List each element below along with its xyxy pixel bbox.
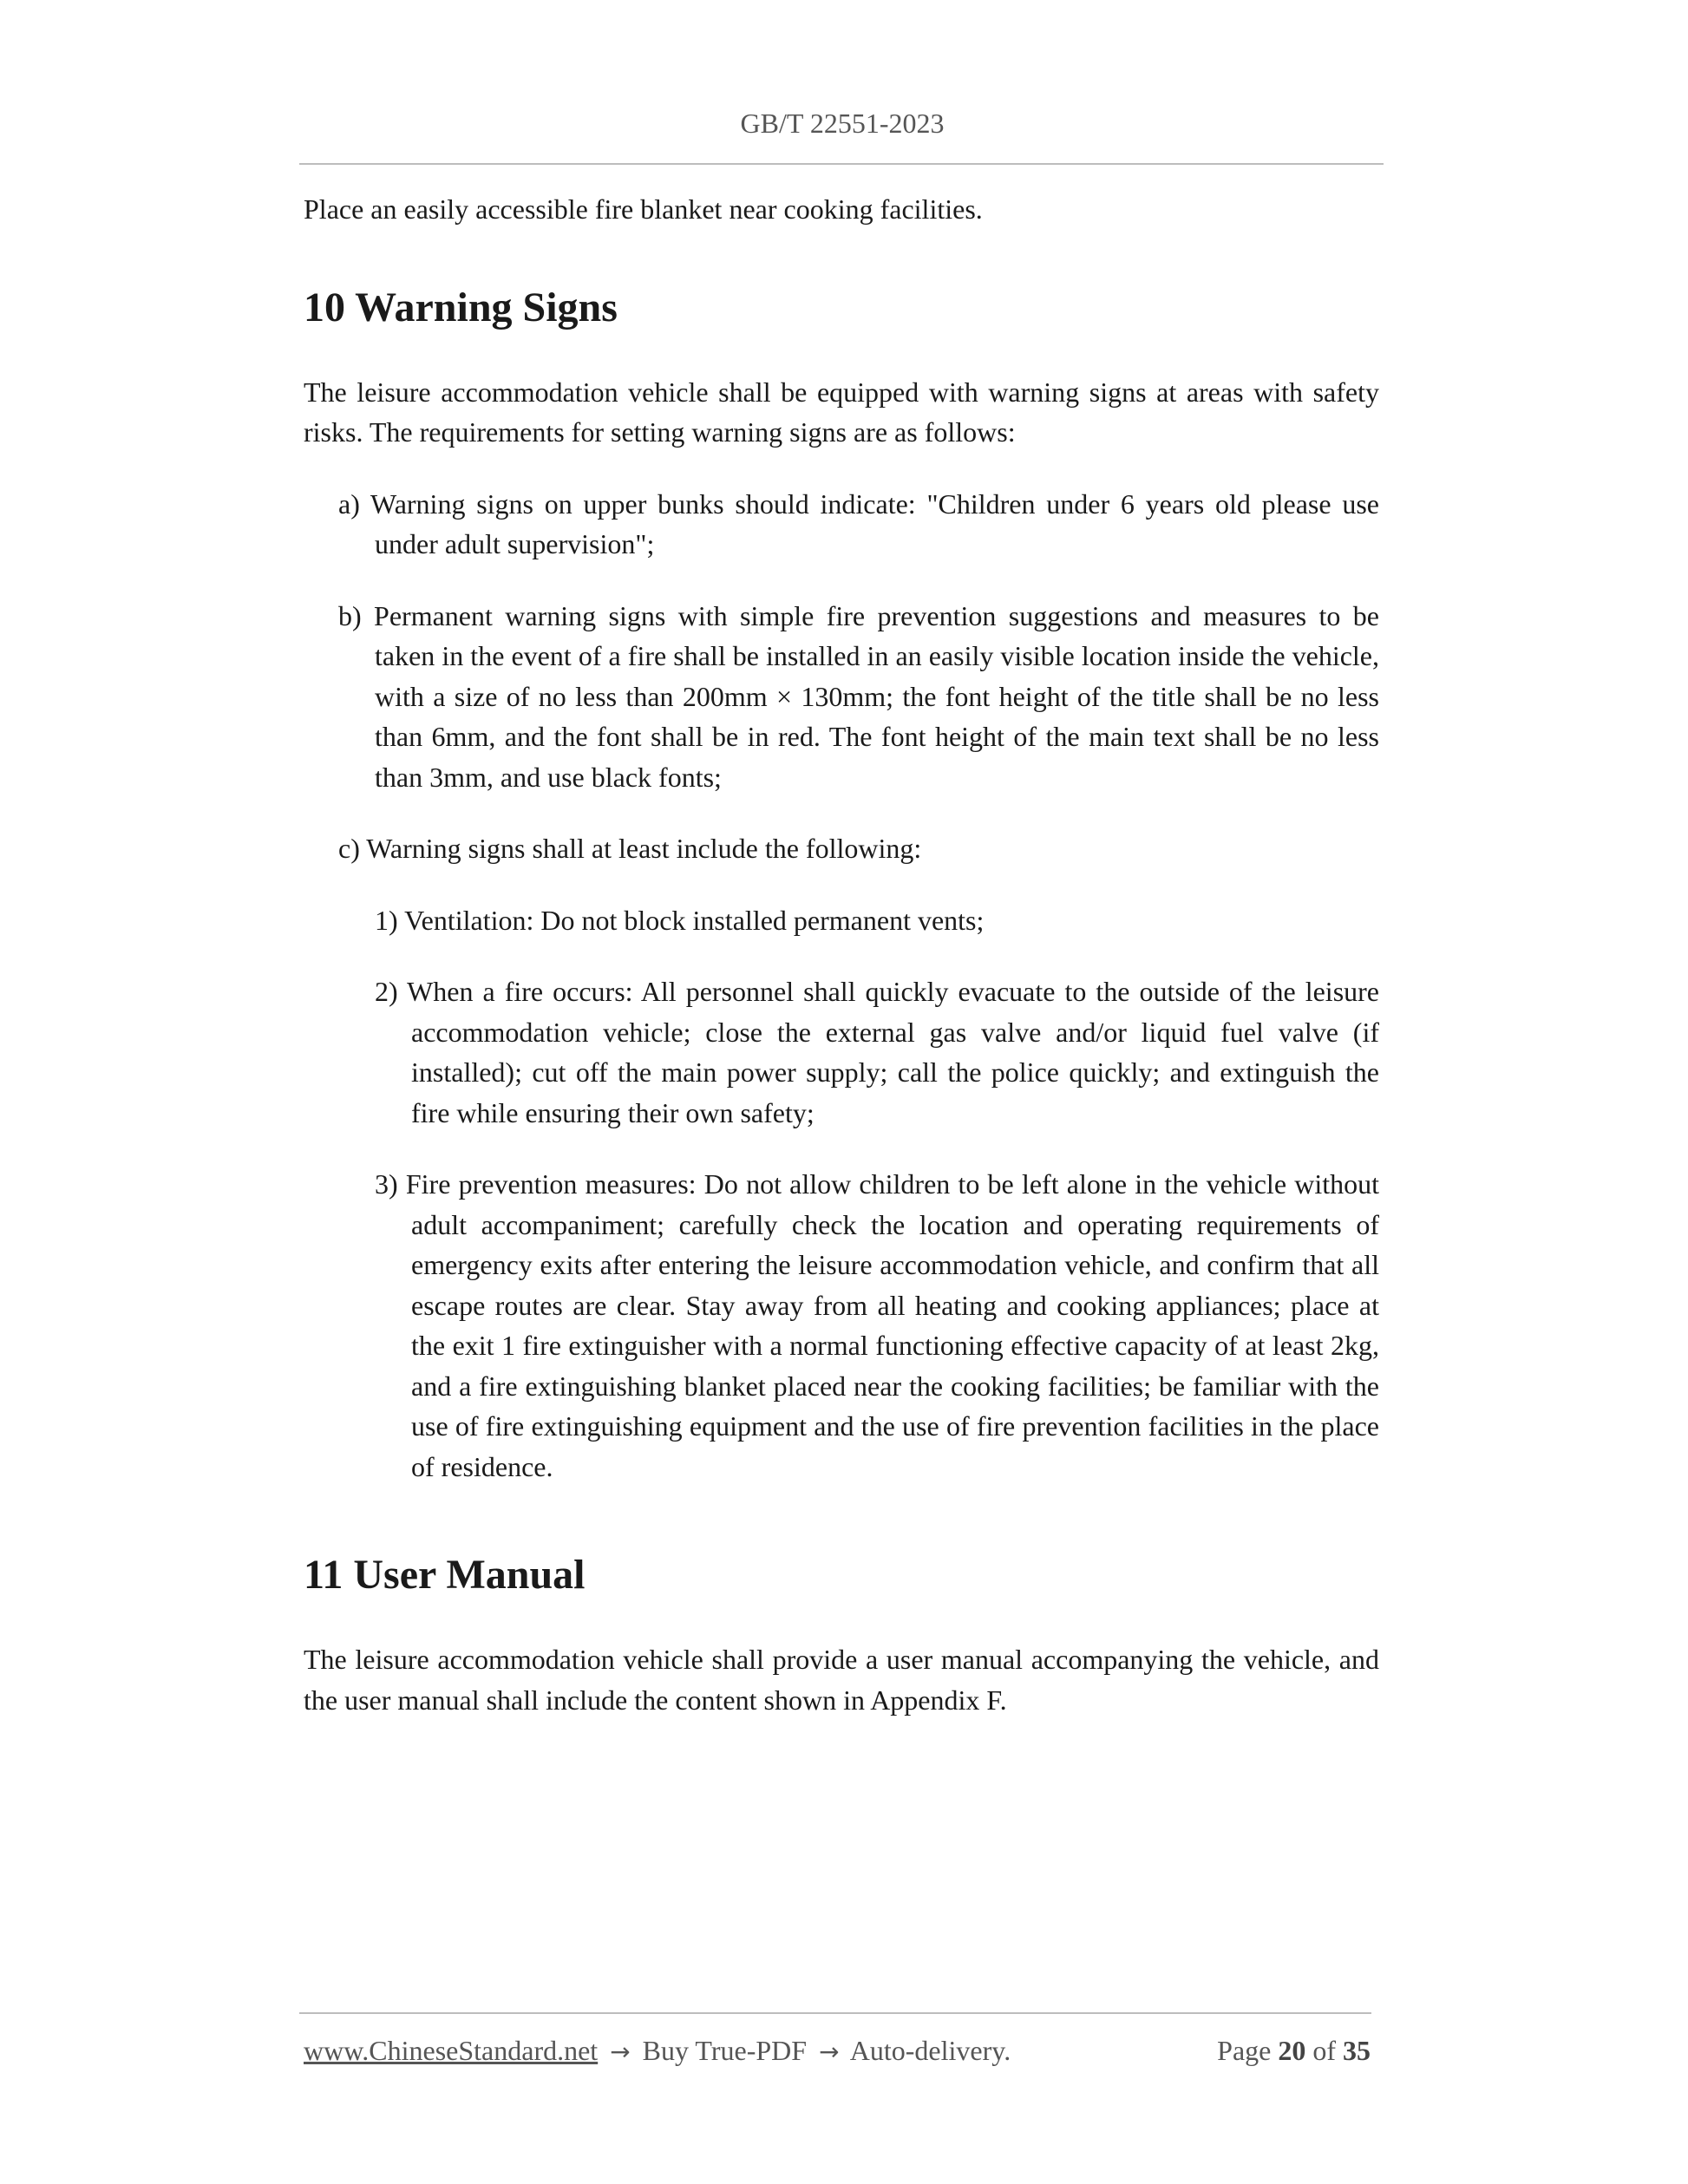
page-content <box>304 180 1379 1720</box>
section-11-heading: 11 User Manual <box>304 1552 586 1598</box>
page-total: 35 <box>1343 2035 1371 2066</box>
sub-item-3: 3) Fire prevention measures: Do not allow children to be left alone in the vehicle without adult accompaniment; carefully check the location and operating requirements of emergency exits after entering the leisure accommodation vehicle, and confirm that all escape routes are clear. Stay away from all heating and cooking appliances; place at the exit 1 fire extinguisher with a normal functioning effective capacity of at least 2kg, and a fire extinguishing blanket placed near the cooking facilities; be familiar with the use of fire extinguishing equipment and the use of fire prevention facilities in the place of residence. <box>375 1168 1379 1482</box>
sub-item-1: 1) Ventilation: Do not block installed permanent vents; <box>375 904 985 936</box>
buy-text: Buy True-PDF <box>642 2035 808 2066</box>
page-label: Page <box>1217 2035 1272 2066</box>
footer-promo <box>304 2031 1011 2071</box>
section-11-paragraph: The leisure accommodation vehicle shall provide a user manual accompanying the vehicle, and the user manual shall include the content shown in Appendix F. <box>304 1644 1379 1716</box>
section-10-heading: 10 Warning Signs <box>304 284 618 330</box>
list-item-b: b) Permanent warning signs with simple fire prevention suggestions and measures to be taken in the event of a fire shall be installed in an easily visible location inside the vehicle, with a size of no less than 200mm × 130mm; the font height of the title shall be no less than 6mm, and the font shall be in red. The font height of the main text shall be no less than 3mm, and use black fonts; <box>338 599 1379 793</box>
page-counter <box>1217 2031 1371 2070</box>
sub-item-2: 2) When a fire occurs: All personnel shall quickly evacuate to the outside of the leisure accommodation vehicle; close the external gas valve and/or liquid fuel valve (if installed); cut off the main power supply; call the police quickly; and extinguish the fire while ensuring their own safety; <box>375 976 1379 1128</box>
header-divider <box>299 163 1384 165</box>
intro-paragraph: Place an easily accessible fire blanket near cooking facilities. <box>304 193 983 225</box>
site-link[interactable]: www.ChineseStandard.net <box>304 2035 599 2066</box>
delivery-text: Auto-delivery. <box>849 2035 1011 2066</box>
section-10-paragraph: The leisure accommodation vehicle shall be equipped with warning signs at areas with safety risks. The requirements for setting warning signs are as follows: <box>304 376 1379 448</box>
arrow-right-icon: → <box>610 2037 631 2066</box>
list-item-a: a) Warning signs on upper bunks should indicate: "Children under 6 years old please use under adult supervision"; <box>338 487 1379 559</box>
document-id: GB/T 22551-2023 <box>740 108 945 139</box>
page-header <box>301 108 1384 140</box>
of-label: of <box>1312 2035 1336 2066</box>
list-item-c: c) Warning signs shall at least include the following: <box>338 833 922 864</box>
footer-divider <box>299 2012 1371 2014</box>
arrow-right-icon: → <box>819 2037 840 2066</box>
page-number: 20 <box>1278 2035 1306 2066</box>
